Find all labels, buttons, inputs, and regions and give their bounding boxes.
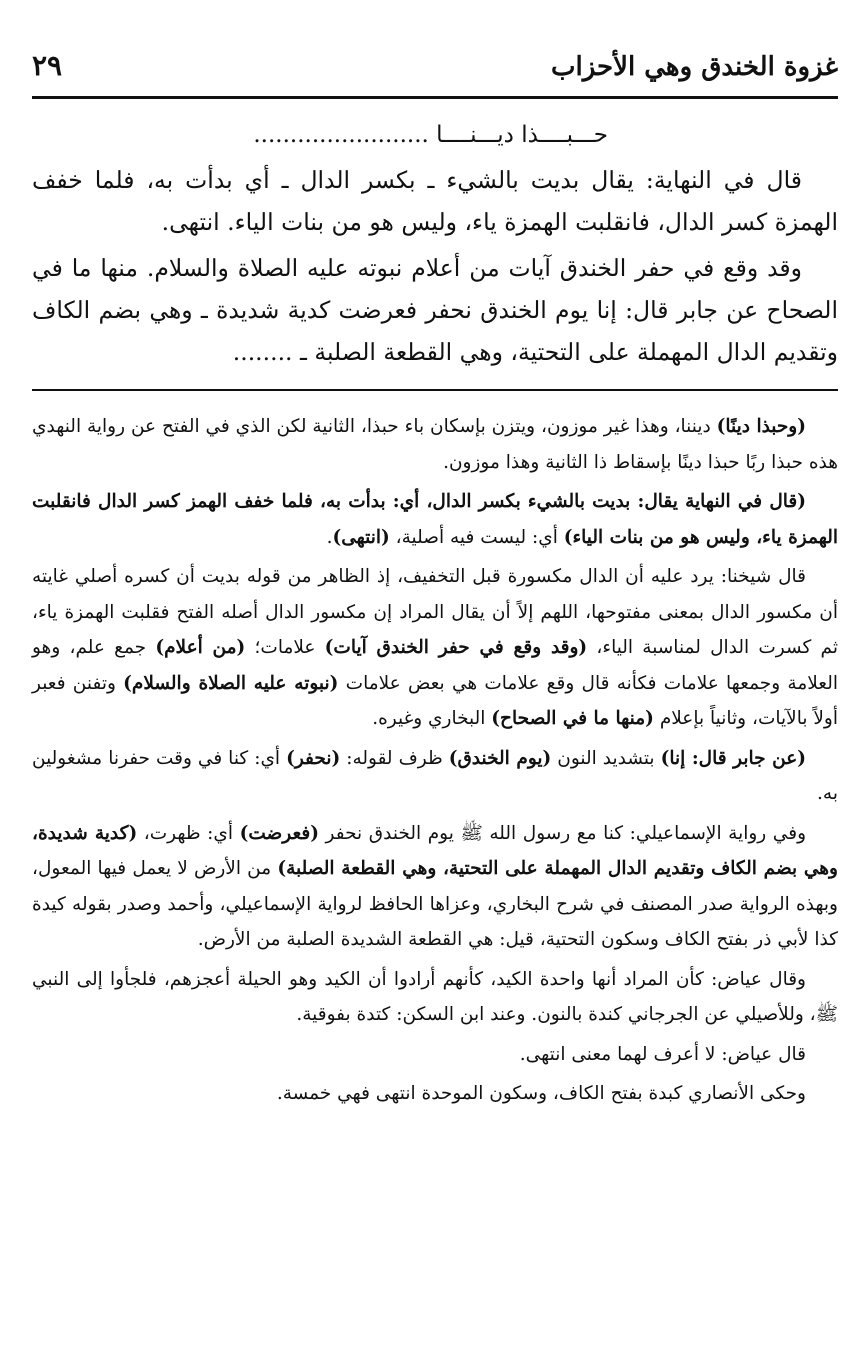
poem-fragment: حـــبــــذا ديـــنــــا ........................ bbox=[253, 122, 608, 148]
quoted-lemma: (وحبذا دينًا) bbox=[716, 416, 806, 437]
quoted-lemma: (نحفر) bbox=[286, 747, 341, 769]
main-text bbox=[32, 115, 838, 373]
commentary-text-run: قال عياض: لا أعرف لهما معنى انتهى. bbox=[519, 1043, 806, 1065]
commentary-text bbox=[32, 409, 838, 1112]
main-paragraph-2: وقد وقع في حفر الخندق آيات من أعلام نبوته عليه الصلاة والسلام. منها ما في الصحاح عن جابر قال: إنا يوم الخندق نحفر فعرضت كدية شديدة ـ وهي بضم الكاف وتقديم الدال المهملة على التحتية، وهي القطعة الصلبة ـ ........ bbox=[32, 254, 838, 366]
commentary-text-run: ظرف لقوله: bbox=[340, 747, 449, 769]
footnote-separator bbox=[32, 389, 838, 391]
quoted-lemma: (كدية شديدة، وهي بضم الكاف وتقديم الدال المهملة على التحتية، وهي القطعة الصلبة) bbox=[32, 822, 838, 879]
quoted-lemma: (منها ما في الصحاح) bbox=[491, 708, 654, 729]
commentary-paragraph-4 bbox=[32, 741, 838, 812]
quoted-lemma: (قال في النهاية يقال: بديت بالشيء بكسر الدال، أي: بدأت به، فلما خفف الهمز كسر الدال فانقلبت الهمزة ياء، وليس هو من بنات الياء) bbox=[32, 491, 838, 548]
commentary-text-run: البخاري وغيره. bbox=[372, 708, 492, 729]
quoted-lemma: (وقد وقع في حفر الخندق آيات) bbox=[324, 637, 588, 658]
commentary-paragraph-8 bbox=[32, 1076, 838, 1112]
commentary-text-run: وحكى الأنصاري كبدة بفتح الكاف، وسكون الموحدة انتهى فهي خمسة. bbox=[276, 1083, 806, 1104]
header-rule bbox=[32, 96, 838, 99]
commentary-paragraph-3 bbox=[32, 559, 838, 737]
commentary-text-run: أي: كنا في وقت حفرنا مشغولين به. bbox=[32, 747, 838, 804]
commentary-paragraph-1 bbox=[32, 409, 838, 480]
commentary-text-run: علامات؛ bbox=[245, 637, 325, 658]
commentary-text-run: جمع علم، وهو العلامة وجمعها علامات فكأنه قال وقع علامات هي بعض علامات bbox=[32, 637, 838, 694]
commentary-text-run: ديننا، وهذا غير موزون، ويتزن بإسكان باء حبذا، الثانية لكن الذي في الفتح عن رواية النهدي هذه حبذا ربًا حبذا دينًا بإسقاط ذا الثانية وهذا موزون. bbox=[32, 416, 838, 473]
page-number: ٢٩ bbox=[32, 49, 63, 82]
commentary-text-run: وتفنن فعبر أولاً بالآيات، وثانياً بإعلام bbox=[32, 672, 838, 729]
commentary-text-run: من الأرض لا يعمل فيها المعول، وبهذه الرواية صدر المصنف في شرح البخاري، وعزاها الحافظ لرواية الإسماعيلي، وأحمد وصدر بقوله كيدة كذا لأبي ذر بفتح الكاف وسكون التحتية، قيل: هي القطعة الشديدة الصلبة من الأرض. bbox=[32, 858, 838, 950]
quoted-lemma: (يوم الخندق) bbox=[448, 747, 552, 769]
commentary-paragraph-5 bbox=[32, 816, 838, 958]
commentary-paragraph-7 bbox=[32, 1037, 838, 1073]
quoted-lemma: (انتهى) bbox=[332, 526, 390, 548]
commentary-text-run: أي: ليست فيه أصلية، bbox=[389, 526, 564, 548]
quoted-lemma: (من أعلام) bbox=[155, 637, 246, 658]
commentary-text-run: أي: ظهرت، bbox=[137, 822, 240, 844]
running-title: غزوة الخندق وهي الأحزاب bbox=[551, 52, 838, 82]
commentary-paragraph-2 bbox=[32, 484, 838, 555]
commentary-text-run: وقال عياض: كأن المراد أنها واحدة الكيد، كأنهم أرادوا أن الكيد وهو الحيلة أعجزهم، فلجأوا إلى النبي ﷺ، وللأصيلي عن الجرجاني كندة بالنون. وعند ابن السكن: كتدة بفوقية. bbox=[32, 968, 838, 1025]
commentary-paragraph-6 bbox=[32, 962, 838, 1033]
page-header bbox=[32, 0, 838, 96]
quoted-lemma: (نبوته عليه الصلاة والسلام) bbox=[123, 672, 339, 694]
commentary-text-run: بتشديد النون bbox=[551, 747, 661, 769]
commentary-text-run: قال شيخنا: يرد عليه أن الدال مكسورة قبل التخفيف، إذ الظاهر من قوله بديت أن كسره أصلي غايته أن مكسور الدال بمعنى مفتوحها، اللهم إلاً أن يقال المراد إن مكسور الدال أصله الفتح فقلبت الهمزة ياء، ثم كسرت الدال لمناسبة الياء، bbox=[32, 566, 838, 658]
commentary-text-run: . bbox=[326, 526, 333, 548]
quoted-lemma: (عن جابر قال: إنا) bbox=[660, 747, 807, 769]
main-paragraph-1: قال في النهاية: يقال بديت بالشيء ـ بكسر الدال ـ أي بدأت به، فلما خفف الهمزة كسر الدال، فانقلبت الهمزة ياء، وليس هو من بنات الياء. انتهى. bbox=[32, 166, 838, 236]
commentary-text-run: وفي رواية الإسماعيلي: كنا مع رسول الله ﷺ يوم الخندق نحفر bbox=[318, 822, 807, 844]
quoted-lemma: (فعرضت) bbox=[239, 822, 319, 844]
